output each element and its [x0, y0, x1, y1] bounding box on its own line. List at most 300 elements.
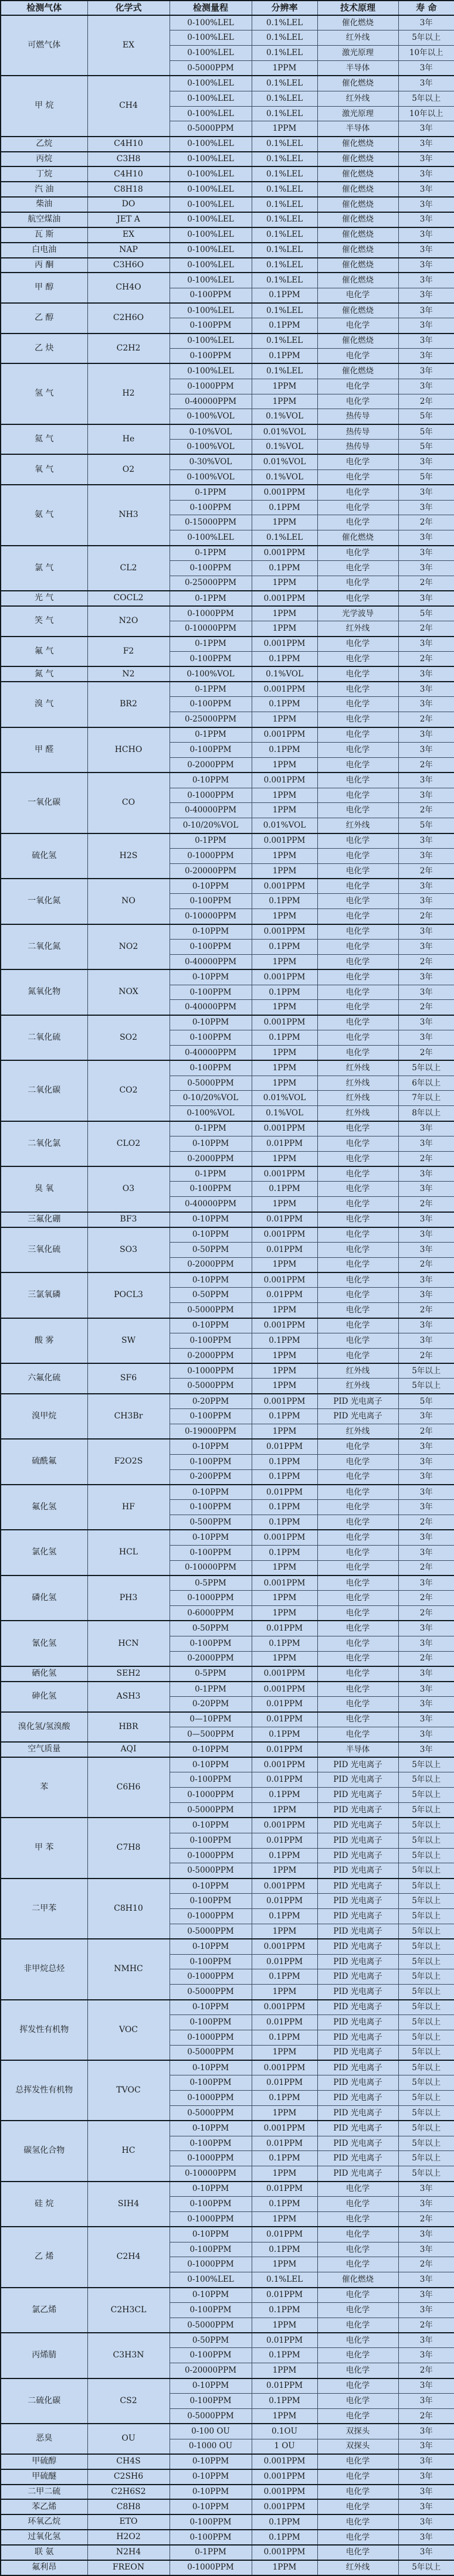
resolution-cell: 1PPM [252, 2045, 317, 2060]
range-cell: 0-10PPM [170, 2182, 252, 2197]
lifespan-cell: 3年 [398, 500, 454, 515]
resolution-cell: 0.001PPM [252, 879, 317, 894]
principle-cell: 双探头 [317, 2439, 398, 2454]
range-cell: 0-10PPM [170, 1485, 252, 1500]
lifespan-cell: 2年 [398, 1606, 454, 1621]
formula-cell: EX [87, 227, 170, 243]
formula-cell: F2 [87, 637, 170, 667]
lifespan-cell: 3年 [398, 1636, 454, 1651]
resolution-cell: 1PPM [252, 1606, 317, 1621]
lifespan-cell: 3年 [398, 1712, 454, 1727]
resolution-cell: 0.01PPM [252, 2014, 317, 2030]
range-cell: 0-10PPM [170, 1136, 252, 1151]
range-cell: 0-10000PPM [170, 621, 252, 637]
principle-cell: PID 光电离子 [317, 2121, 398, 2136]
principle-cell: 电化学 [317, 924, 398, 940]
header-gas: 检测气体 [1, 1, 87, 15]
principle-cell: 催化燃烧 [317, 15, 398, 30]
resolution-cell: 0.1%VOL [252, 440, 317, 455]
range-cell: 0-100%LEL [170, 530, 252, 546]
lifespan-cell: 5年以上 [398, 2014, 454, 2030]
formula-cell: O3 [87, 1166, 170, 1212]
table-row [1, 1879, 454, 1894]
range-cell: 0-10PPM [170, 1318, 252, 1333]
lifespan-cell: 3年 [398, 1242, 454, 1257]
principle-cell: 电化学 [317, 1454, 398, 1469]
resolution-cell: 0.1PPM [252, 2514, 317, 2530]
principle-cell: 电化学 [317, 939, 398, 954]
resolution-cell: 0.001PPM [252, 969, 317, 985]
table-row [1, 258, 454, 273]
lifespan-cell: 3年 [398, 2182, 454, 2197]
lifespan-cell: 2年 [398, 394, 454, 409]
range-cell: 0-100PPM [170, 894, 252, 909]
formula-cell: He [87, 424, 170, 455]
table-row [1, 1666, 454, 1682]
principle-cell: 电化学 [317, 1288, 398, 1303]
resolution-cell: 0.001PPM [252, 2545, 317, 2560]
formula-cell: C3H3N [87, 2333, 170, 2378]
lifespan-cell: 3年 [398, 1485, 454, 1500]
principle-cell: 电化学 [317, 2485, 398, 2500]
range-cell: 0-100%LEL [170, 197, 252, 212]
principle-cell: PID 光电离子 [317, 1833, 398, 1848]
header-range: 检测量程 [170, 1, 252, 15]
table-row [1, 1621, 454, 1636]
range-cell: 0-100%VOL [170, 469, 252, 485]
range-cell: 0-100%LEL [170, 227, 252, 243]
lifespan-cell: 3年 [398, 454, 454, 469]
range-cell: 0-10PPM [170, 2469, 252, 2485]
range-cell: 0-100%VOL [170, 1106, 252, 1121]
range-cell: 0-1000PPM [170, 1908, 252, 1924]
lifespan-cell: 5年以上 [398, 2091, 454, 2106]
principle-cell: 热传导 [317, 440, 398, 455]
lifespan-cell: 5年以上 [398, 2060, 454, 2075]
principle-cell: 催化燃烧 [317, 303, 398, 318]
formula-cell: CO [87, 773, 170, 833]
range-cell: 0-5000PPM [170, 1076, 252, 1091]
principle-cell: 电化学 [317, 1348, 398, 1363]
resolution-cell: 0.1PPM [252, 288, 317, 303]
range-cell: 0-100%LEL [170, 166, 252, 182]
gas-name-cell: 甲硫醚 [1, 2469, 87, 2485]
lifespan-cell: 5年 [398, 818, 454, 833]
gas-name-cell: 磷化氢 [1, 1575, 87, 1621]
principle-cell: 电化学 [317, 1651, 398, 1666]
lifespan-cell: 3年 [398, 2545, 454, 2560]
resolution-cell: 1PPM [252, 712, 317, 727]
lifespan-cell: 3年 [398, 2424, 454, 2439]
lifespan-cell: 3年 [398, 1666, 454, 1682]
principle-cell: 电化学 [317, 2257, 398, 2272]
range-cell: 0-10PPM [170, 1742, 252, 1757]
range-cell: 0-5000PPM [170, 2105, 252, 2121]
range-cell: 0-500PPM [170, 1515, 252, 1530]
principle-cell: 红外线 [317, 1091, 398, 1106]
resolution-cell: 0.01PPM [252, 1288, 317, 1303]
principle-cell: 电化学 [317, 1560, 398, 1575]
principle-cell: 电化学 [317, 2393, 398, 2408]
range-cell: 0-100%LEL [170, 76, 252, 91]
principle-cell: 电化学 [317, 773, 398, 788]
principle-cell: 电化学 [317, 2211, 398, 2227]
gas-name-cell: 空气质量 [1, 1742, 87, 1757]
lifespan-cell: 3年 [398, 121, 454, 137]
gas-name-cell: 硫化氢 [1, 833, 87, 879]
range-cell: 0-10PPM [170, 2227, 252, 2242]
resolution-cell: 0.01%VOL [252, 424, 317, 440]
resolution-cell: 0.1PPM [252, 985, 317, 1000]
gas-name-cell: 笑 气 [1, 606, 87, 637]
resolution-cell: 0.001PPM [252, 1939, 317, 1954]
principle-cell: 红外线 [317, 1363, 398, 1379]
table-row [1, 1757, 454, 1772]
resolution-cell: 0.001PPM [252, 637, 317, 652]
principle-cell: 电化学 [317, 2197, 398, 2212]
principle-cell: 电化学 [317, 1333, 398, 1348]
range-cell: 0-5000PPM [170, 1863, 252, 1879]
formula-cell: COCL2 [87, 591, 170, 606]
range-cell: 0-2000PPM [170, 1257, 252, 1272]
range-cell: 0-5000PPM [170, 1985, 252, 2000]
principle-cell: PID 光电离子 [317, 2075, 398, 2091]
resolution-cell: 0.01PPM [252, 1894, 317, 1909]
lifespan-cell: 5年以上 [398, 91, 454, 106]
gas-name-cell: 二氧化碳 [1, 1060, 87, 1121]
lifespan-cell: 3年 [398, 1697, 454, 1712]
principle-cell: 电化学 [317, 1469, 398, 1485]
range-cell: 0-5000PPM [170, 61, 252, 76]
resolution-cell: 1PPM [252, 515, 317, 530]
principle-cell: PID 光电离子 [317, 2045, 398, 2060]
range-cell: 0-100PPM [170, 2197, 252, 2212]
resolution-cell: 0.1PPM [252, 1409, 317, 1424]
resolution-cell: 0.1%LEL [252, 363, 317, 379]
lifespan-cell: 3年 [398, 273, 454, 288]
table-row [1, 591, 454, 606]
lifespan-cell: 3年 [398, 1333, 454, 1348]
resolution-cell: 0.1PPM [252, 1469, 317, 1485]
resolution-cell: 1PPM [252, 757, 317, 773]
table-row [1, 1682, 454, 1697]
lifespan-cell: 3年 [398, 1212, 454, 1227]
resolution-cell: 0.001PPM [252, 1015, 317, 1030]
lifespan-cell: 3年 [398, 848, 454, 863]
lifespan-cell: 3年 [398, 2302, 454, 2318]
table-row [1, 212, 454, 227]
resolution-cell: 0.1OU [252, 2424, 317, 2439]
lifespan-cell: 2年 [398, 1151, 454, 1166]
gas-name-cell: 硫酰氟 [1, 1439, 87, 1485]
resolution-cell: 0.001PPM [252, 924, 317, 940]
resolution-cell: 0.001PPM [252, 1757, 317, 1772]
principle-cell: PID 光电离子 [317, 1788, 398, 1803]
lifespan-cell: 5年以上 [398, 1818, 454, 1833]
gas-name-cell: 氢 气 [1, 363, 87, 424]
gas-name-cell: 环氧乙烷 [1, 2514, 87, 2530]
resolution-cell: 0.01%VOL [252, 1091, 317, 1106]
principle-cell: PID 光电离子 [317, 2166, 398, 2182]
resolution-cell: 0.01PPM [252, 1772, 317, 1788]
range-cell: 0-100PPM [170, 1636, 252, 1651]
lifespan-cell: 3年 [398, 1621, 454, 1636]
formula-cell: H2S [87, 833, 170, 879]
lifespan-cell: 3年 [398, 1015, 454, 1030]
range-cell: 0-1000PPM [170, 2560, 252, 2575]
formula-cell: CS2 [87, 2378, 170, 2424]
lifespan-cell: 3年 [398, 197, 454, 212]
principle-cell: 电化学 [317, 1197, 398, 1212]
range-cell: 0-100PPM [170, 939, 252, 954]
formula-cell: CH4S [87, 2454, 170, 2469]
gas-name-cell: 联 氨 [1, 2545, 87, 2560]
resolution-cell: 0.1%LEL [252, 530, 317, 546]
gas-name-cell: 氯乙烯 [1, 2288, 87, 2333]
resolution-cell: 0.1PPM [252, 2242, 317, 2257]
formula-cell: N2 [87, 666, 170, 682]
gas-name-cell: 苯 [1, 1757, 87, 1818]
table-row [1, 227, 454, 243]
range-cell: 0-10PPM [170, 2060, 252, 2075]
formula-cell: SIH4 [87, 2182, 170, 2227]
range-cell: 0-100PPM [170, 560, 252, 576]
lifespan-cell: 5年以上 [398, 1848, 454, 1863]
range-cell: 0-100%LEL [170, 243, 252, 258]
range-cell: 0-100PPM [170, 1182, 252, 1197]
resolution-cell: 0.1PPM [252, 2091, 317, 2106]
principle-cell: 电化学 [317, 2333, 398, 2348]
lifespan-cell: 5年以上 [398, 1803, 454, 1818]
lifespan-cell: 5年以上 [398, 1908, 454, 1924]
range-cell: 0-1000PPM [170, 379, 252, 394]
resolution-cell: 1PPM [252, 606, 317, 621]
resolution-cell: 0.001PPM [252, 1666, 317, 1682]
gas-name-cell: 氯化氢 [1, 1530, 87, 1575]
lifespan-cell: 2年 [398, 1348, 454, 1363]
resolution-cell: 0.1PPM [252, 2030, 317, 2045]
lifespan-cell: 5年以上 [398, 2045, 454, 2060]
principle-cell: 电化学 [317, 560, 398, 576]
principle-cell: 催化燃烧 [317, 334, 398, 349]
resolution-cell: 0.1%LEL [252, 137, 317, 152]
resolution-cell: 1PPM [252, 1803, 317, 1818]
range-cell: 0-100PPM [170, 1409, 252, 1424]
lifespan-cell: 5年以上 [398, 2121, 454, 2136]
resolution-cell: 0.1PPM [252, 1515, 317, 1530]
range-cell: 0-100PPM [170, 1454, 252, 1469]
range-cell: 0-100PPM [170, 2302, 252, 2318]
resolution-cell: 0.1PPM [252, 697, 317, 712]
lifespan-cell: 3年 [398, 485, 454, 500]
principle-cell: PID 光电离子 [317, 1772, 398, 1788]
principle-cell: 电化学 [317, 1712, 398, 1727]
table-row [1, 334, 454, 349]
range-cell: 0-1000PPM [170, 848, 252, 863]
lifespan-cell: 3年 [398, 1288, 454, 1303]
range-cell: 0-1000PPM [170, 1848, 252, 1863]
principle-cell: PID 光电离子 [317, 2136, 398, 2151]
table-row [1, 546, 454, 561]
range-cell: 0—500PPM [170, 1727, 252, 1742]
principle-cell: 电化学 [317, 879, 398, 894]
principle-cell: 电化学 [317, 2227, 398, 2242]
resolution-cell: 0.1PPM [252, 2393, 317, 2408]
resolution-cell: 1PPM [252, 121, 317, 137]
gas-name-cell: 三氧化硫 [1, 1227, 87, 1273]
range-cell: 0-100%LEL [170, 258, 252, 273]
gas-name-cell: 甲 苯 [1, 1818, 87, 1878]
range-cell: 0-1000PPM [170, 2030, 252, 2045]
header-resolution: 分辨率 [252, 1, 317, 15]
principle-cell: 电化学 [317, 591, 398, 606]
table-row [1, 2454, 454, 2469]
formula-cell: HCL [87, 1530, 170, 1575]
gas-name-cell: 二氧化硫 [1, 1015, 87, 1061]
range-cell: 0-10/20%VOL [170, 1091, 252, 1106]
range-cell: 0-1000PPM [170, 2257, 252, 2272]
gas-name-cell: 丁烷 [1, 166, 87, 182]
range-cell: 0-1000 OU [170, 2439, 252, 2454]
range-cell: 0-100%LEL [170, 15, 252, 30]
range-cell: 0-100%LEL [170, 2272, 252, 2288]
formula-cell: SEH2 [87, 1666, 170, 1682]
formula-cell: TVOC [87, 2060, 170, 2121]
lifespan-cell: 3年 [398, 788, 454, 803]
table-row [1, 637, 454, 652]
table-row [1, 606, 454, 621]
resolution-cell: 0.1%LEL [252, 182, 317, 197]
principle-cell: 红外线 [317, 30, 398, 46]
gas-name-cell: 一氧化氮 [1, 879, 87, 924]
resolution-cell: 1PPM [252, 1863, 317, 1879]
principle-cell: 红外线 [317, 2560, 398, 2575]
lifespan-cell: 3年 [398, 227, 454, 243]
lifespan-cell: 3年 [398, 833, 454, 849]
lifespan-cell: 5年以上 [398, 1863, 454, 1879]
table-row [1, 1121, 454, 1136]
principle-cell: 电化学 [317, 1606, 398, 1621]
gas-name-cell: 氨 气 [1, 485, 87, 545]
principle-cell: 电化学 [317, 1591, 398, 1606]
gas-name-cell: 汽 油 [1, 182, 87, 197]
gas-name-cell: 丙烷 [1, 152, 87, 167]
gas-name-cell: 一氧化碳 [1, 773, 87, 833]
gas-name-cell: 非甲烷总烃 [1, 1939, 87, 1999]
resolution-cell: 0.001PPM [252, 2060, 317, 2075]
principle-cell: 电化学 [317, 1272, 398, 1288]
table-row [1, 137, 454, 152]
range-cell: 0-10000PPM [170, 2166, 252, 2182]
formula-cell: ASH3 [87, 1682, 170, 1712]
lifespan-cell: 2年 [398, 712, 454, 727]
lifespan-cell: 3年 [398, 1682, 454, 1697]
resolution-cell: 0.1PPM [252, 1545, 317, 1560]
principle-cell: 电化学 [317, 1439, 398, 1454]
range-cell: 0-100 OU [170, 2424, 252, 2439]
principle-cell: PID 光电离子 [317, 1985, 398, 2000]
table-row [1, 424, 454, 440]
table-row [1, 879, 454, 894]
table-row [1, 1394, 454, 1409]
lifespan-cell: 3年 [398, 530, 454, 546]
gas-name-cell: 柴油 [1, 197, 87, 212]
range-cell: 0-1000PPM [170, 2091, 252, 2106]
resolution-cell: 0.1%LEL [252, 334, 317, 349]
gas-name-cell: 六氟化硫 [1, 1363, 87, 1394]
gas-name-cell: 白电油 [1, 243, 87, 258]
principle-cell: 电化学 [317, 1575, 398, 1591]
lifespan-cell: 5年以上 [398, 1060, 454, 1076]
range-cell: 0-6000PPM [170, 1606, 252, 1621]
resolution-cell: 0.1PPM [252, 1500, 317, 1515]
range-cell: 0-100%LEL [170, 137, 252, 152]
principle-cell: 红外线 [317, 621, 398, 637]
resolution-cell: 0.1%VOL [252, 409, 317, 424]
principle-cell: 红外线 [317, 1379, 398, 1394]
resolution-cell: 0.001PPM [252, 1227, 317, 1243]
table-row [1, 2499, 454, 2514]
principle-cell: 红外线 [317, 1060, 398, 1076]
resolution-cell: 0.001PPM [252, 1818, 317, 1833]
range-cell: 0-100%LEL [170, 363, 252, 379]
resolution-cell: 1PPM [252, 2408, 317, 2424]
lifespan-cell: 3年 [398, 318, 454, 334]
table-row [1, 243, 454, 258]
resolution-cell: 0.1PPM [252, 1030, 317, 1046]
table-row [1, 76, 454, 91]
table-row [1, 924, 454, 940]
formula-cell: POCL3 [87, 1272, 170, 1318]
lifespan-cell: 5年以上 [398, 1379, 454, 1394]
header-row [1, 1, 454, 15]
gas-name-cell: 硒化氢 [1, 1666, 87, 1682]
formula-cell: SO3 [87, 1227, 170, 1273]
range-cell: 0-100%LEL [170, 334, 252, 349]
principle-cell: 催化燃烧 [317, 243, 398, 258]
range-cell: 0-30%VOL [170, 454, 252, 469]
resolution-cell: 1PPM [252, 1348, 317, 1363]
table-row [1, 2227, 454, 2242]
resolution-cell: 1PPM [252, 2363, 317, 2378]
gas-name-cell: 砷化氢 [1, 1682, 87, 1712]
table-row [1, 1712, 454, 1727]
resolution-cell: 0.1PPM [252, 2348, 317, 2363]
formula-cell: C6H6 [87, 1757, 170, 1818]
principle-cell: 催化燃烧 [317, 197, 398, 212]
lifespan-cell: 5年以上 [398, 1363, 454, 1379]
range-cell: 0-40000PPM [170, 394, 252, 409]
lifespan-cell: 3年 [398, 303, 454, 318]
resolution-cell: 1PPM [252, 1560, 317, 1575]
formula-cell: NAP [87, 243, 170, 258]
range-cell: 0-20PPM [170, 1697, 252, 1712]
lifespan-cell: 2年 [398, 1257, 454, 1272]
lifespan-cell: 3年 [398, 2514, 454, 2530]
principle-cell: 电化学 [317, 727, 398, 743]
gas-name-cell: 二氧化氮 [1, 924, 87, 970]
range-cell: 0-1PPM [170, 637, 252, 652]
principle-cell: 电化学 [317, 1000, 398, 1015]
lifespan-cell: 2年 [398, 2257, 454, 2272]
resolution-cell: 0.001PPM [252, 2000, 317, 2015]
lifespan-cell: 5年以上 [398, 1833, 454, 1848]
range-cell: 0-25000PPM [170, 576, 252, 591]
formula-cell: CLO2 [87, 1121, 170, 1167]
resolution-cell: 0.001PPM [252, 833, 317, 849]
lifespan-cell: 3年 [398, 349, 454, 364]
lifespan-cell: 5年以上 [398, 2105, 454, 2121]
